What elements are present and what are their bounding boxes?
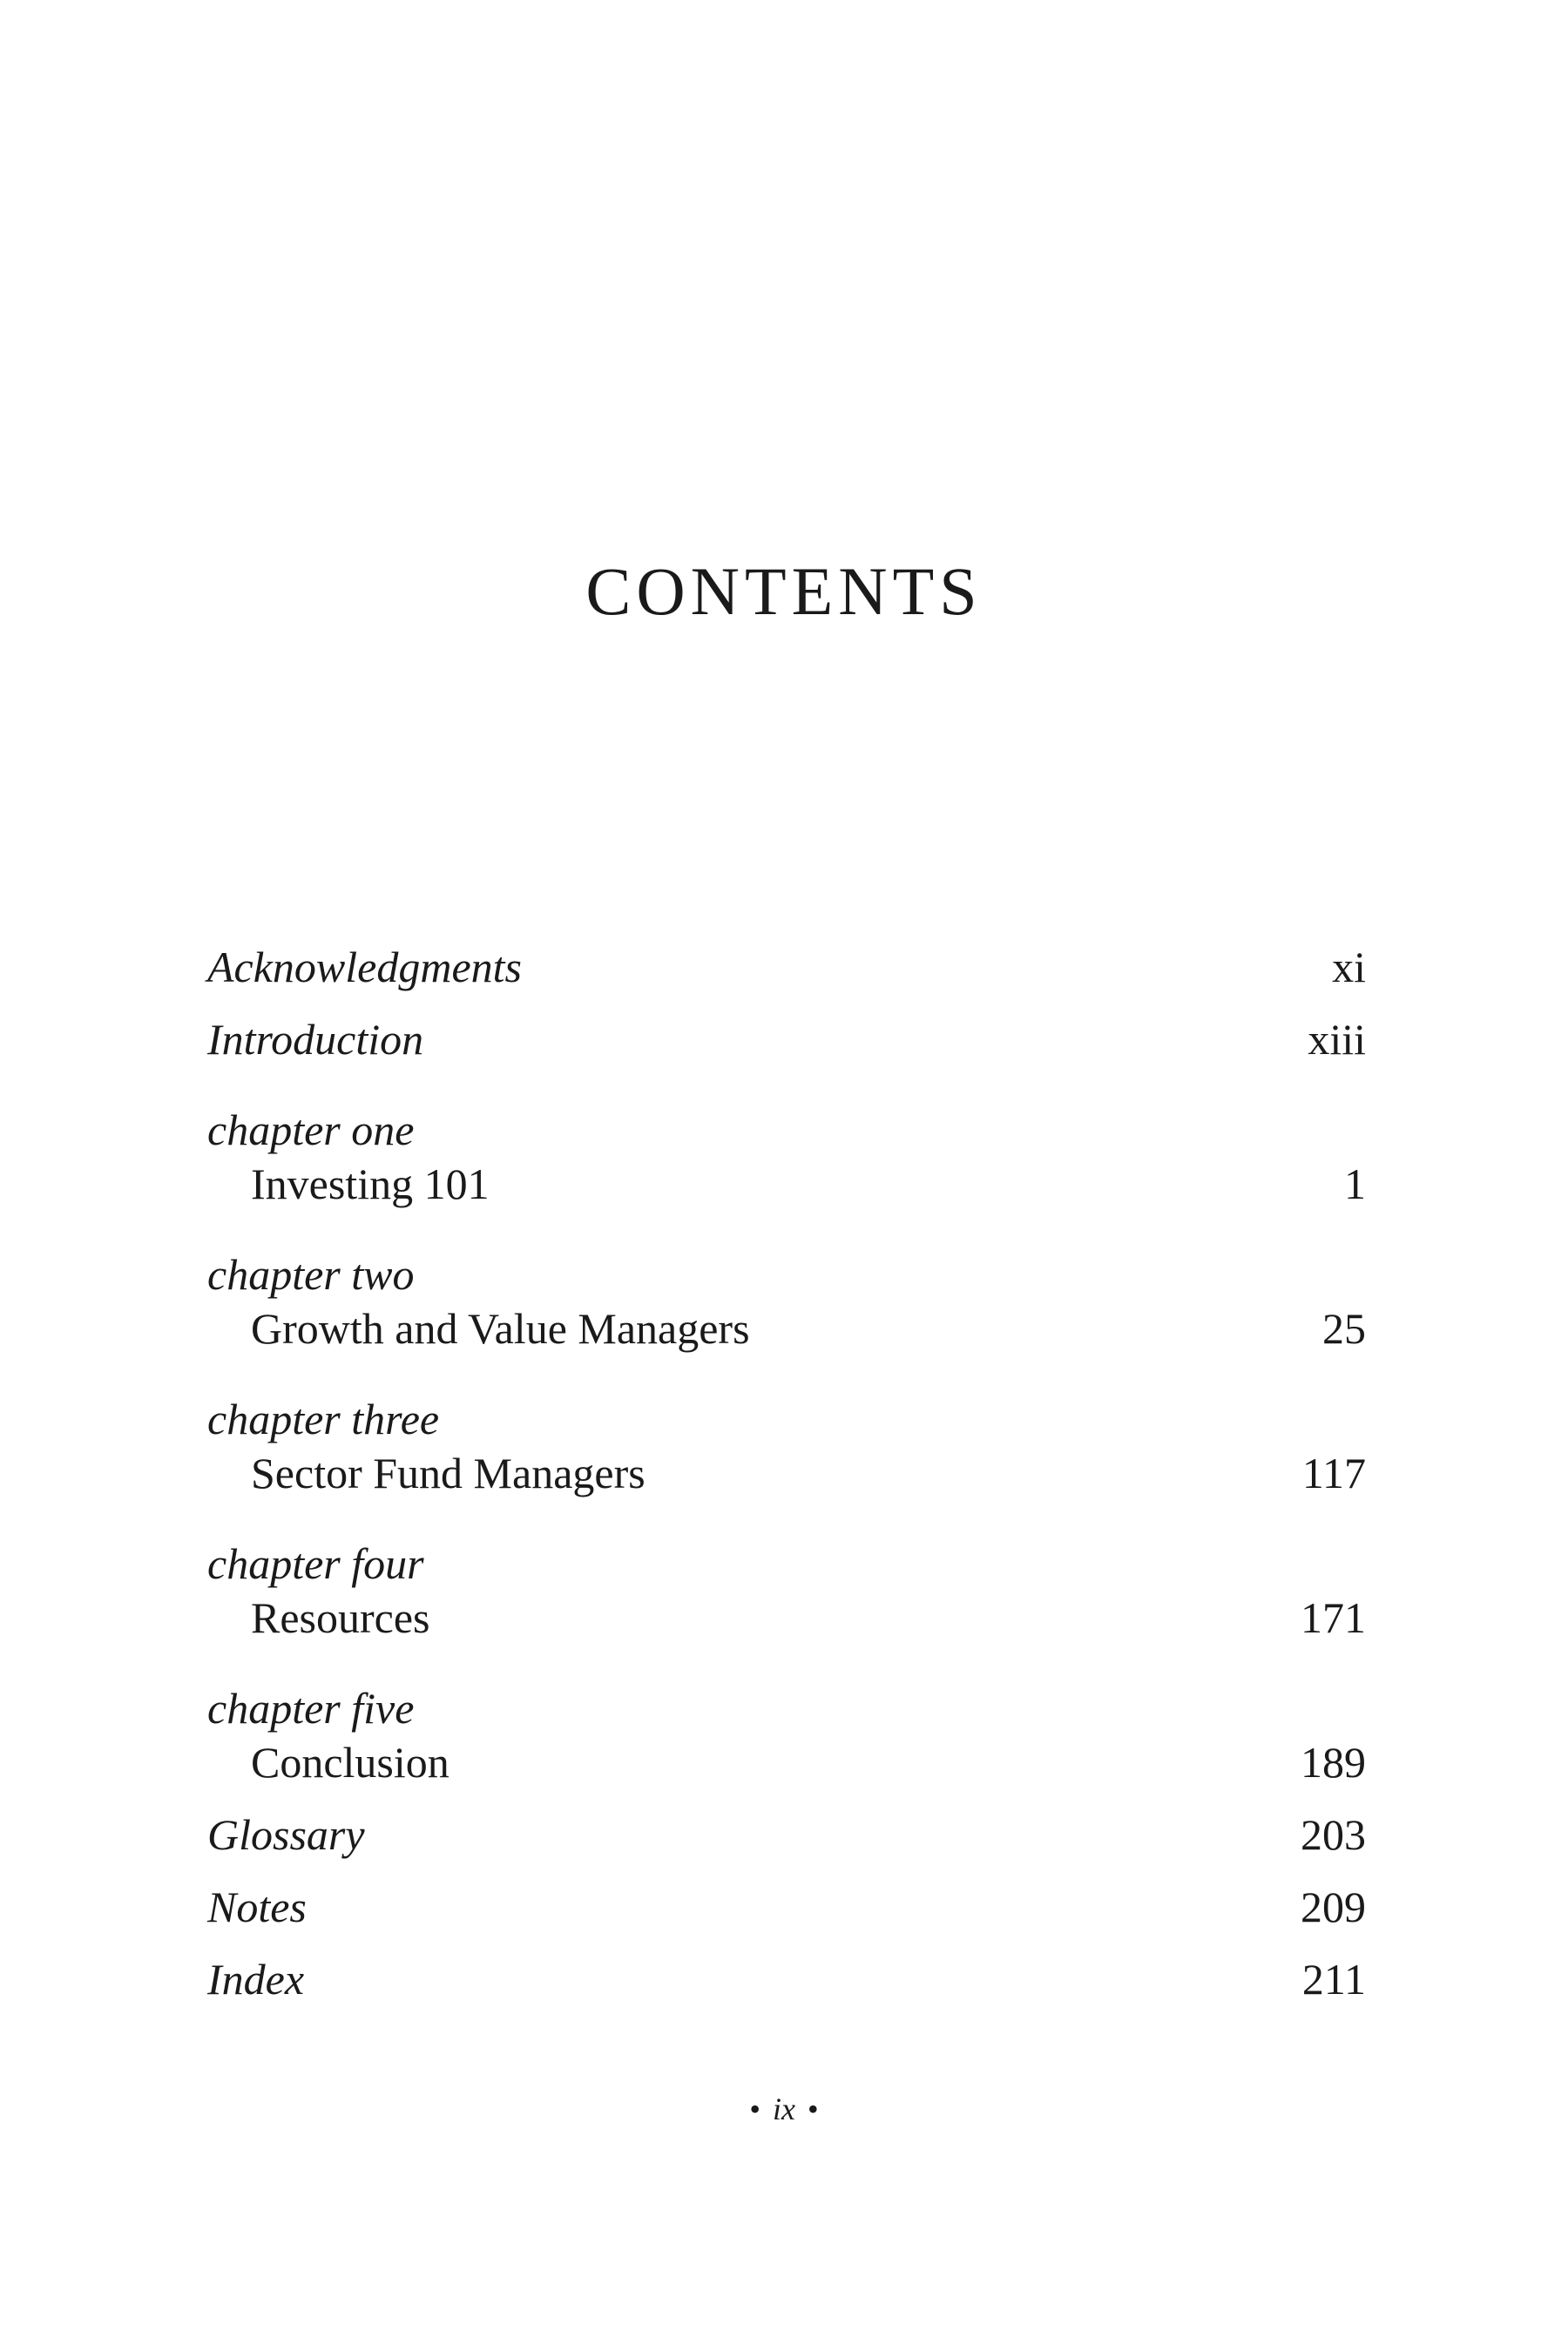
toc-entry-page: xiii: [1308, 1015, 1366, 1064]
chapter-title: Growth and Value Managers: [251, 1304, 750, 1353]
chapter-number-label: chapter two: [207, 1250, 415, 1299]
toc-entry-chapter-four: [207, 1587, 1366, 1648]
chapter-title: Conclusion: [251, 1738, 449, 1787]
toc-entry-chapter-two: [207, 1298, 1366, 1359]
toc-entry-label: Glossary: [207, 1810, 365, 1859]
toc-entry-chapter-five: [207, 1732, 1366, 1793]
toc-entry-page: 209: [1301, 1882, 1366, 1931]
toc-entry-chapter-three: [207, 1443, 1366, 1504]
toc-entry-glossary: [207, 1804, 1366, 1865]
toc-entry-notes: [207, 1876, 1366, 1937]
toc-entry-page: 171: [1301, 1593, 1366, 1642]
toc-entry-label: Introduction: [207, 1015, 424, 1064]
toc-entry-label: Notes: [207, 1882, 307, 1931]
chapter-number-label: chapter three: [207, 1395, 440, 1443]
toc-entry-chapter-one: [207, 1153, 1366, 1214]
toc-entry-page: xi: [1332, 943, 1366, 991]
toc-entry-index: [207, 1949, 1366, 2010]
folio-page-number: ix: [773, 2092, 795, 2126]
folio-bullet-left: •: [749, 2092, 760, 2126]
toc-entry-page: 189: [1301, 1738, 1366, 1787]
toc-chapter-label-one: [207, 1099, 1366, 1160]
chapter-title: Investing 101: [251, 1159, 490, 1208]
toc-entry-page: 117: [1301, 1449, 1366, 1497]
chapter-title: Resources: [251, 1593, 430, 1642]
chapter-title: Sector Fund Managers: [251, 1449, 645, 1497]
chapter-number-label: chapter five: [207, 1684, 415, 1733]
toc-chapter-label-three: [207, 1389, 1366, 1450]
page-folio: [0, 2087, 1568, 2131]
toc-chapter-label-five: [207, 1678, 1366, 1739]
toc-entry-page: 1: [1344, 1159, 1366, 1208]
toc-entry-label: Acknowledgments: [207, 943, 523, 991]
toc-entry-page: 211: [1301, 1955, 1366, 2004]
toc-entry-page: 25: [1322, 1304, 1366, 1353]
toc-entry-acknowledgments: [207, 936, 1366, 997]
chapter-number-label: chapter four: [207, 1539, 424, 1588]
toc-chapter-label-four: [207, 1533, 1366, 1594]
page-title: CONTENTS: [585, 553, 983, 629]
toc-chapter-label-two: [207, 1244, 1366, 1305]
folio-bullet-right: •: [807, 2092, 819, 2126]
toc-entry-introduction: [207, 1009, 1366, 1070]
toc-entry-label: Index: [207, 1955, 305, 2004]
toc-entry-page: 203: [1301, 1810, 1366, 1859]
chapter-number-label: chapter one: [207, 1105, 415, 1154]
